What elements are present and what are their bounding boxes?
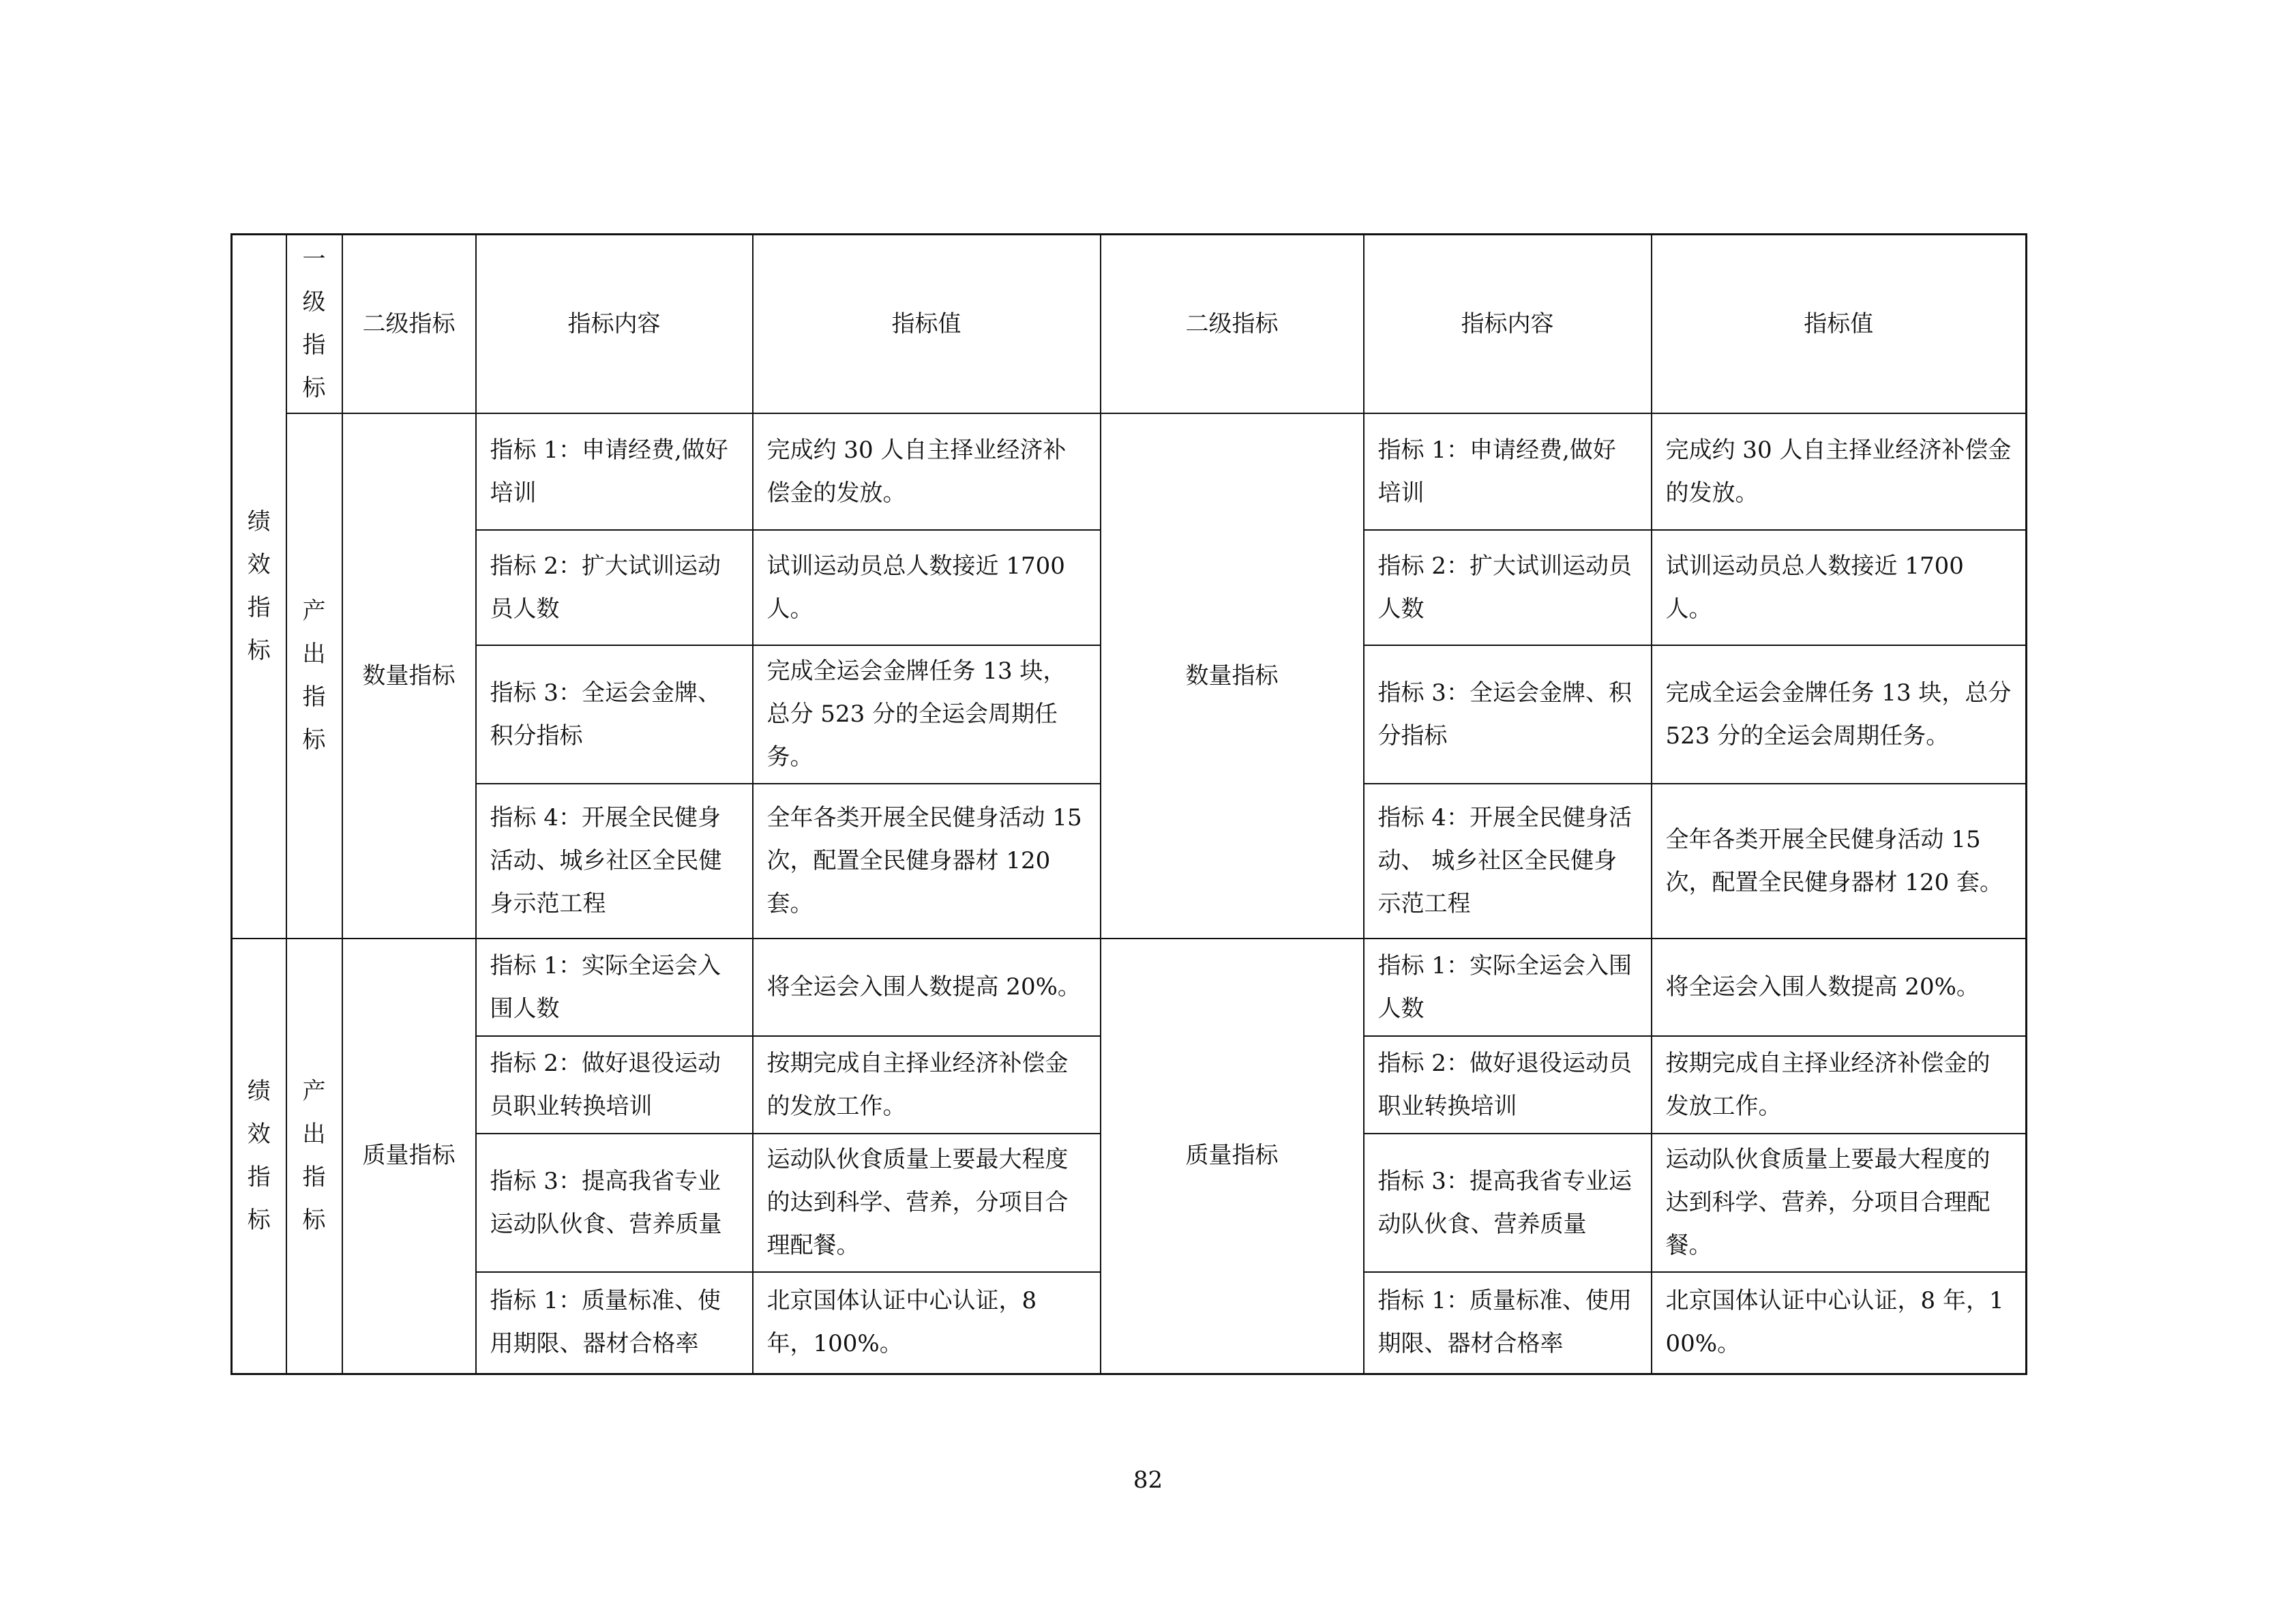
level1-label-1: 产出指标 xyxy=(302,597,326,754)
value-right-cell: 北京国体认证中心认证，8 年，100%。 xyxy=(1652,1272,2027,1374)
header-level1-cell xyxy=(286,235,342,414)
content-left-cell: 指标 1：实际全运会入围人数 xyxy=(476,939,753,1036)
content-left-cell: 指标 3：全运会金牌、积分指标 xyxy=(476,645,753,784)
content-right-cell: 指标 1：实际全运会入围人数 xyxy=(1364,939,1652,1036)
value-right-cell: 按期完成自主择业经济补偿金的发放工作。 xyxy=(1652,1036,2027,1134)
value-left-cell: 试训运动员总人数接近 1700 人。 xyxy=(753,530,1101,645)
header-value-left: 指标值 xyxy=(753,235,1101,414)
category-label-1: 绩效指标 xyxy=(247,508,271,664)
level1-cell-1 xyxy=(286,413,342,939)
table-row xyxy=(232,939,2027,1036)
value-left-cell: 完成约 30 人自主择业经济补偿金的发放。 xyxy=(753,413,1101,530)
category-cell-2 xyxy=(232,939,286,1374)
page-number: 82 xyxy=(1133,1466,1163,1494)
secondary-right-cell-2: 质量指标 xyxy=(1101,939,1364,1374)
content-left-cell: 指标 2：做好退役运动员职业转换培训 xyxy=(476,1036,753,1134)
table-row xyxy=(232,413,2027,530)
value-right-cell: 全年各类开展全民健身活动 15 次，配置全民健身器材 120 套。 xyxy=(1652,784,2027,939)
header-secondary-right: 二级指标 xyxy=(1101,235,1364,414)
header-content-left: 指标内容 xyxy=(476,235,753,414)
content-left-cell: 指标 1：申请经费,做好培训 xyxy=(476,413,753,530)
content-right-cell: 指标 1：申请经费,做好培训 xyxy=(1364,413,1652,530)
content-left-cell: 指标 3：提高我省专业运动队伙食、营养质量 xyxy=(476,1134,753,1272)
header-value-right: 指标值 xyxy=(1652,235,2027,414)
value-right-cell: 试训运动员总人数接近 1700 人。 xyxy=(1652,530,2027,645)
level1-cell-2 xyxy=(286,939,342,1374)
header-secondary-left: 二级指标 xyxy=(342,235,476,414)
content-left-cell: 指标 1：质量标准、使用期限、器材合格率 xyxy=(476,1272,753,1374)
secondary-left-cell-1: 数量指标 xyxy=(342,413,476,939)
value-right-cell: 运动队伙食质量上要最大程度的达到科学、营养，分项目合理配餐。 xyxy=(1652,1134,2027,1272)
value-left-cell: 将全运会入围人数提高 20%。 xyxy=(753,939,1101,1036)
content-right-cell: 指标 1：质量标准、使用期限、器材合格率 xyxy=(1364,1272,1652,1374)
value-left-cell: 全年各类开展全民健身活动 15 次，配置全民健身器材 120 套。 xyxy=(753,784,1101,939)
content-right-cell: 指标 3：全运会金牌、积分指标 xyxy=(1364,645,1652,784)
secondary-left-cell-2: 质量指标 xyxy=(342,939,476,1374)
content-left-cell: 指标 4：开展全民健身活动、城乡社区全民健身示范工程 xyxy=(476,784,753,939)
secondary-right-cell-1: 数量指标 xyxy=(1101,413,1364,939)
content-right-cell: 指标 4：开展全民健身活动、 城乡社区全民健身示范工程 xyxy=(1364,784,1652,939)
content-right-cell: 指标 3：提高我省专业运动队伙食、营养质量 xyxy=(1364,1134,1652,1272)
value-left-cell: 完成全运会金牌任务 13 块，总分 523 分的全运会周期任务。 xyxy=(753,645,1101,784)
category-label-2: 绩效指标 xyxy=(247,1077,271,1234)
level1-label-2: 产出指标 xyxy=(302,1077,326,1234)
content-left-cell: 指标 2：扩大试训运动员人数 xyxy=(476,530,753,645)
value-right-cell: 完成全运会金牌任务 13 块，总分 523 分的全运会周期任务。 xyxy=(1652,645,2027,784)
header-level1-label: 一级指标 xyxy=(302,246,326,402)
performance-indicator-table xyxy=(230,233,2027,1375)
value-left-cell: 按期完成自主择业经济补偿金的发放工作。 xyxy=(753,1036,1101,1134)
category-cell-1 xyxy=(232,235,286,939)
header-content-right: 指标内容 xyxy=(1364,235,1652,414)
value-right-cell: 完成约 30 人自主择业经济补偿金的发放。 xyxy=(1652,413,2027,530)
header-row xyxy=(232,235,2027,414)
value-left-cell: 运动队伙食质量上要最大程度的达到科学、营养，分项目合理配餐。 xyxy=(753,1134,1101,1272)
content-right-cell: 指标 2：扩大试训运动员人数 xyxy=(1364,530,1652,645)
content-right-cell: 指标 2：做好退役运动员职业转换培训 xyxy=(1364,1036,1652,1134)
value-left-cell: 北京国体认证中心认证，8 年，100%。 xyxy=(753,1272,1101,1374)
value-right-cell: 将全运会入围人数提高 20%。 xyxy=(1652,939,2027,1036)
